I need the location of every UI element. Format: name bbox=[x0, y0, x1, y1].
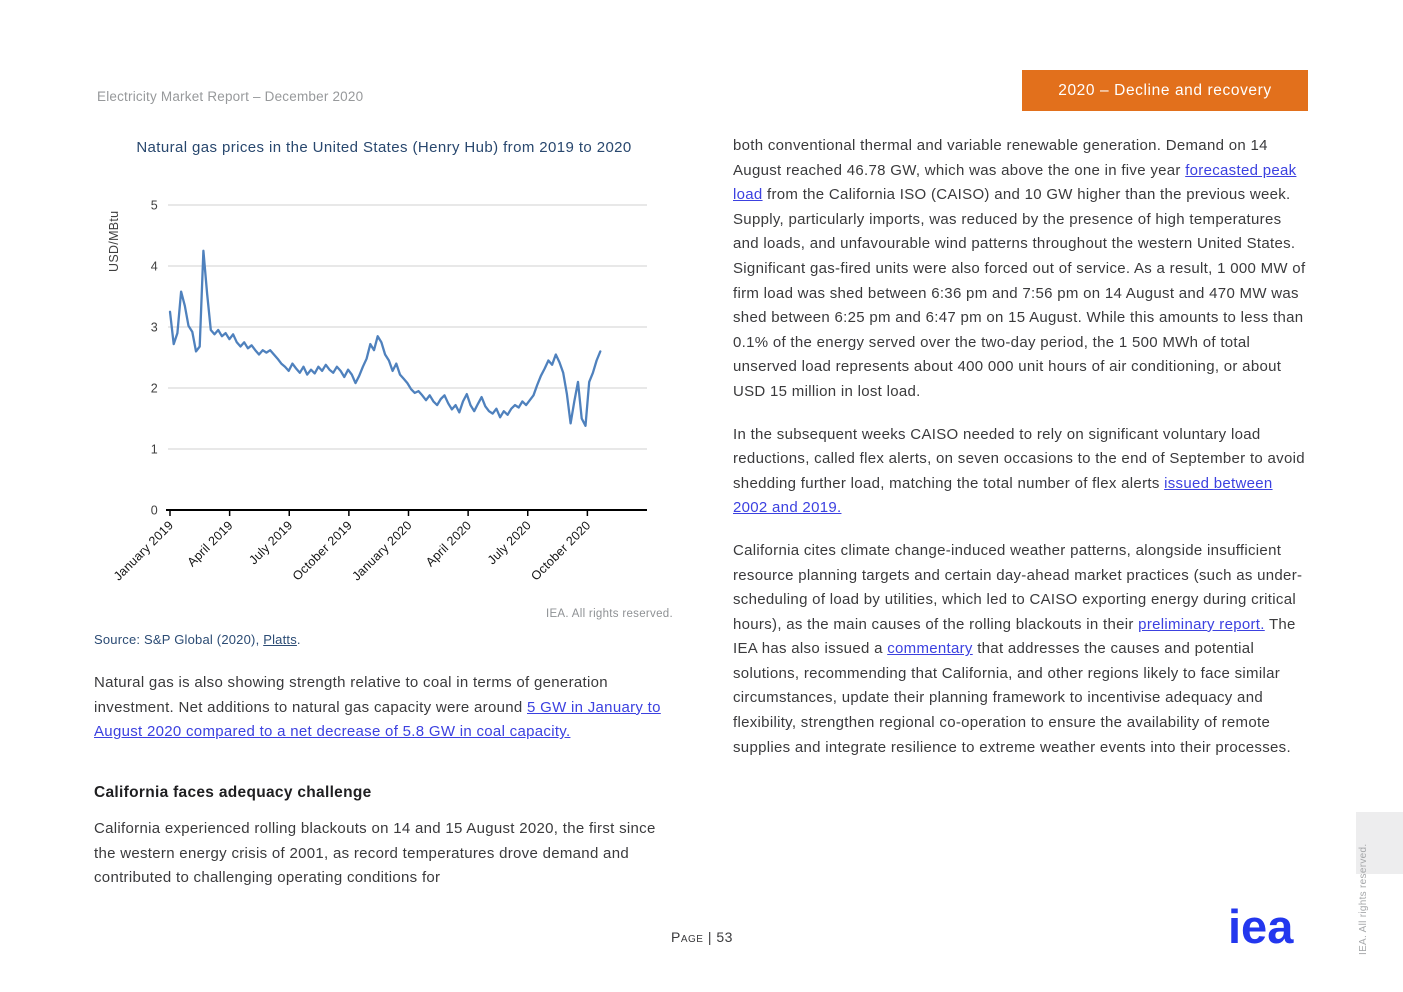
link-gas-capacity-additions[interactable]: 5 GW in January to August 2020 compared to a net decrease of 5.8 GW in coal capacity. bbox=[94, 698, 661, 741]
source-suffix: . bbox=[296, 632, 301, 647]
svg-text:April 2019: April 2019 bbox=[184, 518, 236, 570]
svg-text:January 2020: January 2020 bbox=[349, 518, 415, 584]
paragraph-causes bbox=[733, 539, 1309, 760]
link-commentary[interactable]: commentary bbox=[887, 640, 973, 658]
svg-text:October 2019: October 2019 bbox=[289, 518, 355, 584]
natural-gas-price-chart bbox=[94, 188, 674, 620]
paragraph-gas-vs-coal bbox=[94, 671, 674, 745]
paragraph-text: from the California ISO (CAISO) and 10 GW higher than the previous week. Supply, particularly imports, was reduced by the presence of high temperatures and loads, and unfavourable wind patterns throughout the western United States. Significant gas-fired units were also forced out of service. As a result, 1 000 MW of firm load was shed between 6:36 pm and 7:56 pm on 14 August and 470 MW was shed between 6:25 pm and 6:47 pm on 15 August. While this amounts to less than 0.1% of the energy served over the two-day period, the 1 500 MWh of total unserved load represents about 400 000 unit hours of air conditioning, or about USD 15 million in lost load. bbox=[733, 186, 1306, 400]
svg-text:5: 5 bbox=[150, 198, 158, 213]
svg-text:July 2020: July 2020 bbox=[484, 518, 534, 568]
chart-copyright: IEA. All rights reserved. bbox=[545, 608, 673, 620]
link-forecasted-peak-load[interactable]: forecasted peak load bbox=[733, 161, 1297, 204]
iea-logo: iea bbox=[1228, 900, 1294, 953]
svg-text:July 2019: July 2019 bbox=[246, 518, 296, 568]
report-title: Electricity Market Report – December 2020 bbox=[97, 89, 364, 104]
svg-text:3: 3 bbox=[150, 320, 158, 335]
svg-text:October 2020: October 2020 bbox=[528, 518, 594, 584]
source-link-platts[interactable]: Platts bbox=[263, 632, 297, 647]
chapter-badge: 2020 – Decline and recovery bbox=[1022, 70, 1308, 111]
svg-text:January 2019: January 2019 bbox=[110, 518, 177, 584]
svg-text:USD/MBtu: USD/MBtu bbox=[107, 210, 121, 272]
paragraph-text: The IEA has also issued a bbox=[733, 615, 1296, 658]
paragraph-text: both conventional thermal and variable renewable generation. Demand on 14 August reached 46.78 GW, which was above the one in five year bbox=[733, 137, 1268, 179]
paragraph-flex-alerts bbox=[733, 423, 1309, 521]
paragraph-text: Natural gas is also showing strength relative to coal in terms of generation investment. Net additions to natural gas capacity were around bbox=[94, 674, 608, 716]
paragraph-text: In the subsequent weeks CAISO needed to rely on significant voluntary load reductions, called flex alerts, on seven occasions to the end of September to avoid shedding further load, matching the total number of flex alerts bbox=[733, 425, 1305, 492]
right-column bbox=[733, 134, 1309, 778]
page-number: Page | 53 bbox=[671, 929, 733, 945]
paragraph-text: that addresses the causes and potential solutions, recommending that California, and other regions likely to face similar circumstances, update their planning framework to incentivise adequacy and flexibility, strengthen regional co-operation to ensure the availability of remote supplies and integrate resilience to extreme weather events into their processes. bbox=[733, 640, 1291, 756]
paragraph-text: California cites climate change-induced weather patterns, alongside insufficient resource planning targets and certain day-ahead market practices (such as under-scheduling of load by utilities, which led to CAISO exporting energy during critical hours), as the main causes of the rolling blackouts in their bbox=[733, 541, 1303, 633]
source-line bbox=[94, 628, 301, 653]
side-copyright: IEA. All rights reserved. bbox=[1358, 843, 1369, 955]
paragraph-demand-supply bbox=[733, 134, 1309, 405]
svg-text:2: 2 bbox=[150, 381, 158, 396]
svg-text:4: 4 bbox=[150, 259, 158, 274]
source-prefix: Source: S&P Global (2020), bbox=[94, 632, 264, 647]
paragraph-california-blackouts: California experienced rolling blackouts on 14 and 15 August 2020, the first since the western energy crisis of 2001, as record temperatures drove demand and contributed to challenging operating conditions for bbox=[94, 820, 656, 887]
svg-text:1: 1 bbox=[150, 442, 158, 457]
link-flex-alerts-2002-2019[interactable]: issued between 2002 and 2019. bbox=[733, 474, 1273, 517]
svg-text:April 2020: April 2020 bbox=[423, 518, 475, 570]
link-preliminary-report[interactable]: preliminary report. bbox=[1138, 615, 1265, 633]
section-heading-california: California faces adequacy challenge bbox=[94, 784, 372, 801]
chart-title: Natural gas prices in the United States (Henry Hub) from 2019 to 2020 bbox=[136, 139, 632, 156]
svg-text:0: 0 bbox=[150, 503, 158, 518]
